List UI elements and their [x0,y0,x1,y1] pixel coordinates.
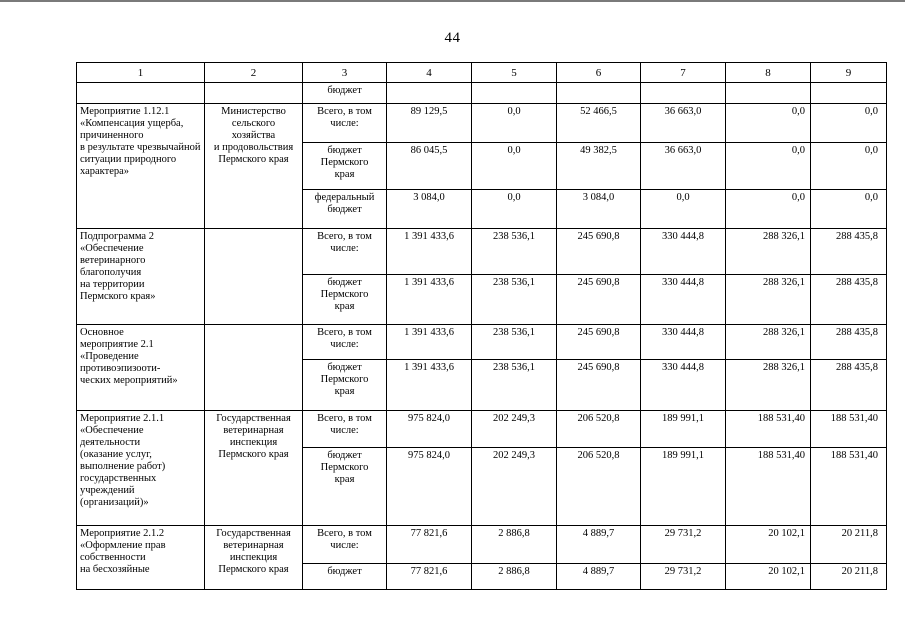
page-number: 44 [444,30,461,46]
source-cell: федеральный бюджет [303,190,387,229]
column-header: 8 [726,63,811,83]
value-cell-col6: 52 466,5 [557,104,641,143]
cell-empty [387,83,472,104]
value-cell-col7: 330 444,8 [641,229,726,275]
value-cell-col5: 202 249,3 [472,448,557,526]
value-cell-col9: 20 211,8 [811,564,887,590]
value-cell-col4: 89 129,5 [387,104,472,143]
source-cell: Всего, в том числе: [303,104,387,143]
value-cell-col4: 975 824,0 [387,448,472,526]
value-cell-col6: 245 690,8 [557,360,641,411]
value-cell-col5: 202 249,3 [472,411,557,448]
executor-cell: Государственная ветеринарная инспекция Пермского края [205,526,303,590]
value-cell-col8: 288 326,1 [726,275,811,325]
source-cell: бюджет Пермского края [303,448,387,526]
source-cell: Всего, в том числе: [303,325,387,360]
column-header: 3 [303,63,387,83]
value-cell-col9: 288 435,8 [811,325,887,360]
table-row [77,229,887,275]
value-cell-col5: 238 536,1 [472,275,557,325]
value-cell-col8: 188 531,40 [726,411,811,448]
value-cell-col6: 206 520,8 [557,448,641,526]
value-cell-col8: 188 531,40 [726,448,811,526]
value-cell-col7: 330 444,8 [641,275,726,325]
value-cell-col5: 238 536,1 [472,229,557,275]
value-cell-col4: 975 824,0 [387,411,472,448]
value-cell-col7: 330 444,8 [641,325,726,360]
value-cell-col7: 29 731,2 [641,526,726,564]
value-cell-col9: 0,0 [811,143,887,190]
value-cell-col8: 288 326,1 [726,229,811,275]
value-cell-col9: 188 531,40 [811,411,887,448]
value-cell-col7: 189 991,1 [641,448,726,526]
column-header: 1 [77,63,205,83]
cell-empty [77,83,205,104]
value-cell-col7: 330 444,8 [641,360,726,411]
value-cell-col4: 1 391 433,6 [387,360,472,411]
value-cell-col8: 0,0 [726,190,811,229]
column-header: 7 [641,63,726,83]
source-cell: Всего, в том числе: [303,526,387,564]
value-cell-col7: 29 731,2 [641,564,726,590]
value-cell-col7: 36 663,0 [641,143,726,190]
table-row [77,411,887,448]
continued-row [77,83,887,104]
value-cell-col9: 288 435,8 [811,275,887,325]
value-cell-col5: 2 886,8 [472,564,557,590]
value-cell-col8: 0,0 [726,143,811,190]
source-cell: Всего, в том числе: [303,411,387,448]
value-cell-col5: 238 536,1 [472,360,557,411]
value-cell-col8: 288 326,1 [726,325,811,360]
budget-table [76,62,887,590]
value-cell-col9: 288 435,8 [811,229,887,275]
value-cell-col8: 0,0 [726,104,811,143]
measure-name-cell: Мероприятие 1.12.1 «Компенсация ущерба, причиненного в результате чрезвычайной ситуации природного характера» [77,104,205,229]
value-cell-col9: 20 211,8 [811,526,887,564]
value-cell-col5: 0,0 [472,143,557,190]
measure-name-cell: Мероприятие 2.1.1 «Обеспечение деятельности (оказание услуг, выполнение работ) государственных учреждений (организаций)» [77,411,205,526]
value-cell-col6: 49 382,5 [557,143,641,190]
source-cell: бюджет [303,83,387,104]
value-cell-col4: 1 391 433,6 [387,229,472,275]
value-cell-col5: 0,0 [472,104,557,143]
value-cell-col7: 0,0 [641,190,726,229]
value-cell-col9: 0,0 [811,190,887,229]
value-cell-col5: 2 886,8 [472,526,557,564]
source-cell: бюджет Пермского края [303,143,387,190]
value-cell-col5: 238 536,1 [472,325,557,360]
cell-empty [205,83,303,104]
table-row [77,526,887,564]
cell-empty [557,83,641,104]
source-cell: бюджет Пермского края [303,275,387,325]
value-cell-col4: 3 084,0 [387,190,472,229]
value-cell-col6: 4 889,7 [557,564,641,590]
executor-cell [205,325,303,411]
value-cell-col6: 245 690,8 [557,229,641,275]
value-cell-col8: 20 102,1 [726,564,811,590]
value-cell-col8: 20 102,1 [726,526,811,564]
column-header: 2 [205,63,303,83]
source-cell: Всего, в том числе: [303,229,387,275]
table-row [77,325,887,360]
header-row [77,63,887,83]
column-header: 5 [472,63,557,83]
cell-empty [641,83,726,104]
column-header: 4 [387,63,472,83]
executor-cell: Министерство сельского хозяйства и продовольствия Пермского края [205,104,303,229]
executor-cell: Государственная ветеринарная инспекция Пермского края [205,411,303,526]
value-cell-col6: 206 520,8 [557,411,641,448]
value-cell-col7: 36 663,0 [641,104,726,143]
value-cell-col6: 245 690,8 [557,325,641,360]
column-header: 9 [811,63,887,83]
table-row [77,104,887,143]
value-cell-col4: 77 821,6 [387,526,472,564]
value-cell-col6: 4 889,7 [557,526,641,564]
value-cell-col4: 77 821,6 [387,564,472,590]
value-cell-col7: 189 991,1 [641,411,726,448]
value-cell-col4: 86 045,5 [387,143,472,190]
measure-name-cell: Мероприятие 2.1.2 «Оформление прав собственности на бесхозяйные [77,526,205,590]
source-cell: бюджет [303,564,387,590]
column-header: 6 [557,63,641,83]
cell-empty [811,83,887,104]
source-cell: бюджет Пермского края [303,360,387,411]
value-cell-col6: 245 690,8 [557,275,641,325]
cell-empty [726,83,811,104]
value-cell-col9: 0,0 [811,104,887,143]
value-cell-col8: 288 326,1 [726,360,811,411]
value-cell-col4: 1 391 433,6 [387,275,472,325]
value-cell-col9: 288 435,8 [811,360,887,411]
value-cell-col9: 188 531,40 [811,448,887,526]
value-cell-col4: 1 391 433,6 [387,325,472,360]
top-rule [0,0,905,2]
measure-name-cell: Подпрограмма 2 «Обеспечение ветеринарного благополучия на территории Пермского края» [77,229,205,325]
executor-cell [205,229,303,325]
cell-empty [472,83,557,104]
value-cell-col5: 0,0 [472,190,557,229]
value-cell-col6: 3 084,0 [557,190,641,229]
measure-name-cell: Основное мероприятие 2.1 «Проведение противоэпизооти- ческих мероприятий» [77,325,205,411]
